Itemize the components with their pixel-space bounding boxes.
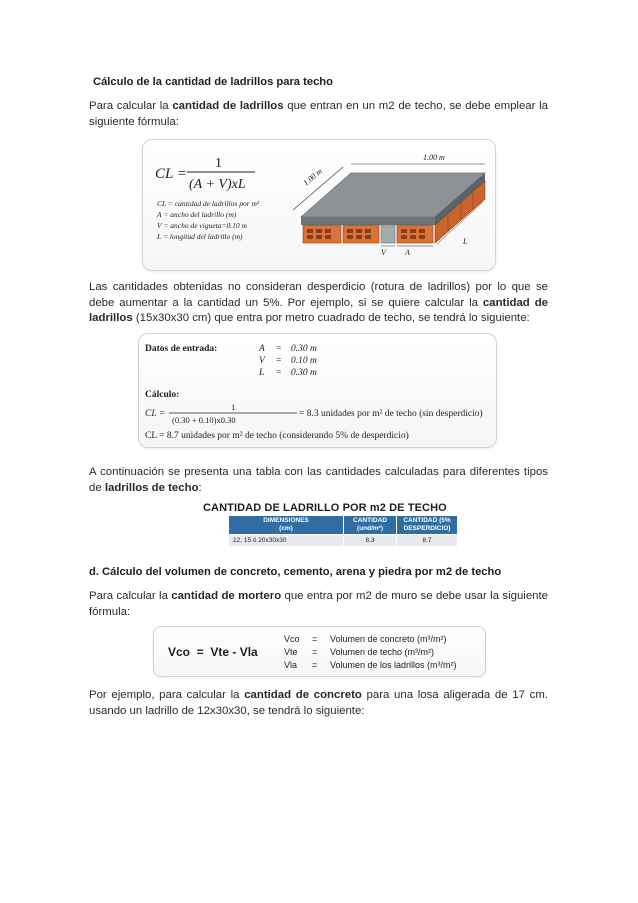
datos-var: V — [259, 356, 265, 366]
formula-illustration — [143, 140, 495, 270]
legend-desc: Volumen de los ladrillos (m³/m²) — [330, 660, 457, 670]
brick-quantity-table — [228, 515, 458, 547]
text-run: que entran en un m2 de techo, se debe emplear la siguiente fórmula: — [89, 100, 549, 128]
text-run: Para calcular la — [89, 590, 172, 602]
slab-front-edge — [301, 217, 435, 225]
paragraph-formula-intro — [89, 99, 548, 130]
text-run: A continuación se presenta una tabla con las cantidades calculadas para diferentes tipos de — [89, 466, 548, 494]
text-run: Las cantidades obtenidas no consideran desperdicio (rotura de ladrillos) por lo que se debe aumentar a la cantidad un 5%. Por ejemplo, si se quiere calcular la — [89, 281, 548, 309]
bold-term: ladrillos de techo — [104, 481, 199, 494]
legend-eq: = — [312, 660, 318, 670]
datos-val: 0.10 m — [291, 356, 317, 366]
volume-formula: Vco = Vte - Vla — [168, 645, 258, 659]
bold-term: cantidad de mortero — [171, 590, 282, 602]
table-header-row — [229, 516, 458, 535]
section-c-title: Cálculo de la cantidad de ladrillos para techo — [93, 76, 333, 88]
legend-line: CL = cantidad de ladrillos por m² — [157, 199, 260, 208]
dimension-side-label: 1.00 m — [301, 166, 324, 188]
datos-var: L — [259, 368, 265, 378]
cl1-numerator: 1 — [231, 402, 236, 412]
text-run: (15x30x30 cm) que entra por metro cuadrado de techo, se tendrá lo siguiente: — [132, 312, 530, 324]
table-cell: 12, 15 ó 20x30x30 — [229, 535, 344, 547]
datos-val: 0.30 m — [291, 344, 317, 354]
volume-formula-content — [154, 627, 485, 676]
slab-illustration — [293, 153, 485, 257]
legend-eq: = — [312, 647, 318, 657]
datos-eq: = — [276, 344, 282, 354]
legend-eq: = — [312, 634, 318, 644]
legend-line: A = ancho del ladrillo (m) — [157, 210, 237, 219]
legend-var: Vte — [284, 647, 298, 657]
volume-formula-figure — [153, 626, 486, 677]
calculation-content — [139, 334, 496, 447]
header-line: CANTIDAD (5% — [403, 517, 451, 524]
legend-desc: Volumen de concreto (m³/m²) — [330, 634, 447, 644]
bold-term: cantidad de ladrillos — [89, 296, 548, 324]
formula-lhs: CL = — [155, 166, 187, 182]
legend-var: Vla — [284, 660, 298, 670]
cl1-lhs: CL = — [145, 409, 166, 419]
table-row — [229, 535, 458, 547]
cl1-result: = 8.3 unidades por m² de techo (sin desperdicio) — [299, 409, 483, 419]
paragraph-concrete-example — [89, 688, 548, 719]
legend-var: Vco — [284, 634, 300, 644]
header-line: (und/m²) — [357, 525, 383, 532]
paragraph-waste-note — [89, 280, 548, 327]
table-cell: 8.3 — [344, 535, 397, 547]
calculation-figure — [138, 333, 497, 448]
legend-line: L = longitud del ladrillo (m) — [157, 232, 243, 241]
label-a: A — [405, 248, 410, 257]
header-line: DIMENSIONES — [263, 517, 309, 524]
cl1-denominator: (0.30 + 0.10)x0.30 — [172, 415, 236, 425]
datos-eq: = — [276, 356, 282, 366]
table-header-cell — [397, 516, 458, 535]
datos-eq: = — [276, 368, 282, 378]
brick — [303, 225, 341, 243]
label-l: L — [463, 237, 468, 246]
paragraph-table-intro — [89, 465, 548, 496]
cl2-result: CL = 8.7 unidades por m² de techo (considerando 5% de desperdicio) — [145, 431, 409, 441]
legend-desc: Volumen de techo (m³/m²) — [330, 647, 435, 657]
table-header-cell — [229, 516, 344, 535]
header-line: DESPERDICIO) — [403, 525, 451, 532]
bold-term: cantidad de concreto — [244, 689, 362, 701]
datos-var: A — [259, 344, 265, 354]
bold-term: cantidad de ladrillos — [172, 100, 284, 112]
text-run: que entra por m2 de muro se debe usar la siguiente fórmula: — [89, 590, 548, 618]
vigueta — [381, 225, 395, 243]
brick-formula-figure — [142, 139, 496, 271]
section-d-title: d. Cálculo del volumen de concreto, cemento, arena y piedra por m2 de techo — [89, 566, 502, 578]
header-line: CANTIDAD — [353, 517, 387, 524]
table-header-cell — [344, 516, 397, 535]
brick — [397, 225, 433, 243]
table-cell: 8.7 — [397, 535, 458, 547]
legend-line: V = ancho de vigueta=0.10 m — [157, 221, 247, 230]
datos-label: Datos de entrada: — [145, 344, 218, 354]
paragraph-mortar-intro — [89, 589, 548, 620]
label-v: V — [381, 248, 386, 257]
brick — [343, 225, 379, 243]
calculo-label: Cálculo: — [145, 390, 180, 400]
datos-val: 0.30 m — [291, 368, 317, 378]
formula-denominator: (A + V)xL — [189, 177, 246, 192]
table-title: CANTIDAD DE LADRILLO POR m2 DE TECHO — [203, 502, 447, 514]
text-run: Por ejemplo, para calcular la — [89, 689, 245, 701]
text-run: Para calcular la — [89, 100, 173, 112]
text-run: : — [198, 481, 202, 494]
text-run: para una losa aligerada de 17 cm. usando un ladrillo de 12x30x30, se tendrá lo siguiente: — [89, 689, 548, 717]
dimension-top-label: 1.00 m — [423, 153, 445, 162]
formula-numerator: 1 — [215, 156, 222, 171]
header-line: (cm) — [279, 525, 293, 532]
